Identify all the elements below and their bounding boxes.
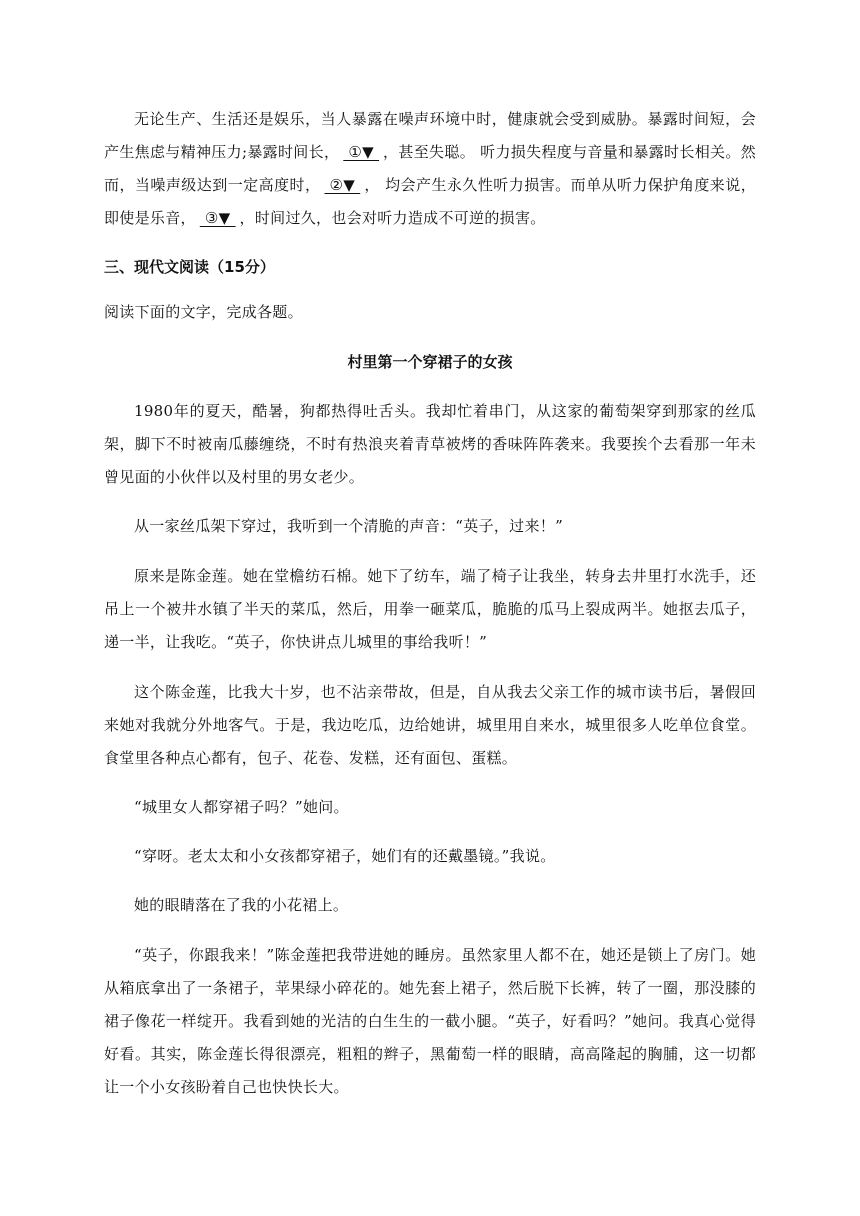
story-paragraph: “英子，你跟我来！”陈金莲把我带进她的睡房。虽然家里人都不在，她还是锁上了房门。她从箱底拿出了一条裙子，苹果绿小碎花的。她先套上裙子，然后脱下长裤，转了一圈，那没膝的裙子像花一样绽开。我看到她的光洁的白生生的一截小腿。“英子，好看吗？”她问。我真心觉得好看。其实，陈金莲长得很漂亮，粗粗的辫子，黑葡萄一样的眼睛，高高隆起的胸脯，这一切都让一个小女孩盼着自己也快快长大。 bbox=[104, 946, 756, 1096]
story-paragraph: 这个陈金莲，比我大十岁，也不沾亲带故，但是，自从我去父亲工作的城市读书后，暑假回来她对我就分外地客气。于是，我边吃瓜，边给她讲，城里用自来水，城里很多人吃单位食堂。食堂里各种点心都有，包子、花卷、发糕，还有面包、蛋糕。 bbox=[104, 683, 756, 767]
section-heading: 三、现代文阅读（15分） bbox=[104, 258, 275, 276]
blank-2: ②▼ bbox=[324, 176, 361, 194]
story-paragraph: 原来是陈金莲。她在堂檐纺石棉。她下了纺车，端了椅子让我坐，转身去井里打水洗手，还吊上一个被井水镇了半天的菜瓜，然后，用拳一砸菜瓜，脆脆的瓜马上裂成两半。她抠去瓜子，递一半，让我吃。“英子，你快讲点儿城里的事给我听！” bbox=[104, 567, 756, 651]
fill-in-blank-passage bbox=[104, 103, 756, 235]
story-paragraph: 她的眼睛落在了我的小花裙上。 bbox=[134, 896, 349, 914]
blank-1: ①▼ bbox=[343, 143, 380, 161]
blank-3: ③▼ bbox=[199, 209, 236, 227]
story-paragraph: 1980年的夏天，酷暑，狗都热得吐舌头。我却忙着串门，从这家的葡萄架穿到那家的丝瓜架，脚下不时被南瓜藤缠绕，不时有热浪夹着青草被烤的香味阵阵袭来。我要挨个去看那一年未曾见面的小伙伴以及村里的男女老少。 bbox=[104, 402, 756, 486]
story-title: 村里第一个穿裙子的女孩 bbox=[347, 353, 513, 371]
passage-text-part-4: ，时间过久，也会对听力造成不可逆的损害。 bbox=[239, 209, 546, 227]
story-paragraph: “穿呀。老太太和小女孩都穿裙子，她们有的还戴墨镜。”我说。 bbox=[134, 847, 556, 865]
passage-text-part-3: ， 均会产生永久性听力损害。而单从听力保护角度来说，即使是乐音， bbox=[104, 176, 757, 227]
story-paragraph: 从一家丝瓜架下穿过，我听到一个清脆的声音：“英子，过来！” bbox=[134, 517, 564, 535]
passage-text-part-2: ，甚至失聪。 听力损失程度与音量和暴露时长相关。然而，当噪声级达到一定高度时， bbox=[104, 143, 756, 194]
passage-text-part-1: 无论生产、生活还是娱乐，当人暴露在噪声环境中时，健康就会受到威胁。暴露时间短，会产生焦虑与精神压力;暴露时间长， bbox=[104, 110, 756, 161]
story-paragraph: “城里女人都穿裙子吗？”她问。 bbox=[134, 798, 349, 816]
section-instruction: 阅读下面的文字，完成各题。 bbox=[104, 303, 303, 321]
